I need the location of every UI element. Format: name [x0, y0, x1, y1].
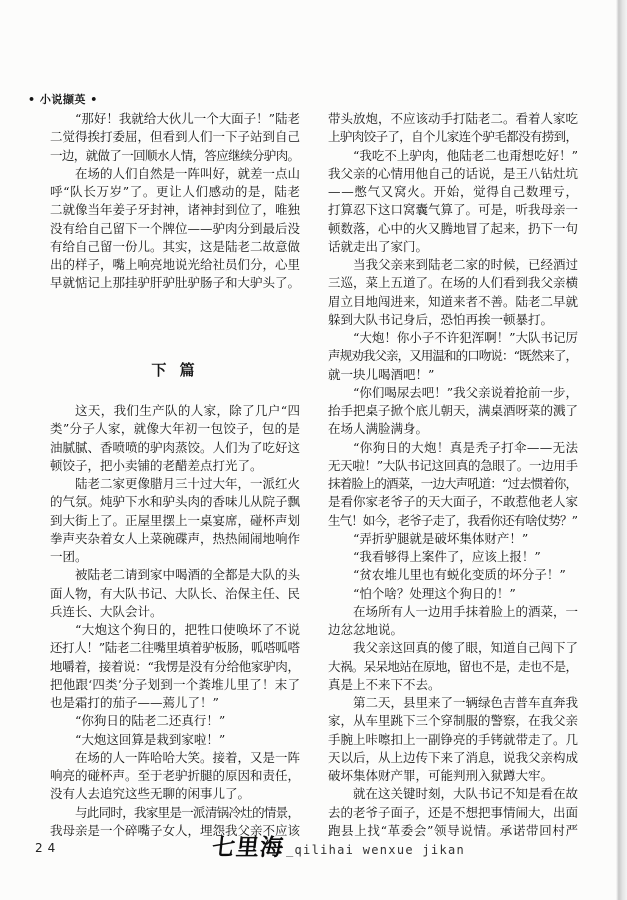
- text-line: “你们喝尿去吧！”我父亲说着抢前一步，: [353, 384, 578, 400]
- text-line: 天以后，从上边传下来了消息，说我父亲构成: [328, 749, 578, 765]
- paragraph: [328, 329, 578, 384]
- text-line: 没有人去追究这些无聊的闲事儿了。: [50, 786, 251, 802]
- text-line: 在场人满脸满身。: [328, 421, 429, 437]
- text-line: 也是霜打的茄子——蔫儿了！”: [50, 695, 219, 711]
- text-line: “那好！我就给大伙儿一个大面子！”陆老: [75, 111, 300, 126]
- text-line: 无天啦！”大队书记这回真的急眼了。一边用手: [328, 457, 578, 473]
- text-line: “我吃不上驴肉，他陆老二也甭想吃好！”: [353, 147, 578, 163]
- paragraph: [328, 384, 578, 439]
- text-line: 顿饺子，把小卖铺的老醋差点打光了。: [50, 457, 263, 473]
- text-line: 与此同时，我家里是一派清锅冷灶的情景，: [75, 804, 300, 820]
- text-line: 顿数落，心中的火又腾地冒了起来，扔下一句: [328, 220, 578, 236]
- text-line: 抬手把桌子掀个底儿朝天，满桌酒呀菜的溅了: [328, 403, 578, 418]
- text-line: 三巡，菜上五道了。在场的人们看到我父亲横: [328, 275, 578, 291]
- paragraph: [328, 603, 578, 640]
- text-line: 兵连长、大队会计。: [50, 603, 163, 619]
- paragraph: [328, 548, 578, 566]
- section-heading: 下 篇: [151, 360, 199, 379]
- text-line: “大炮！你小子不许犯浑啊！”大队书记厉: [353, 330, 578, 345]
- text-line: 没有给自己留下一个牌位——驴肉分到最后没: [50, 220, 300, 236]
- paragraph: [328, 785, 578, 840]
- text-line: 话就走出了家门。: [328, 238, 429, 254]
- text-line: 第二天，县里来了一辆绿色吉普车直奔我: [353, 695, 578, 710]
- text-line: 在场的人们自然是一阵叫好，就差一点山: [75, 165, 300, 181]
- text-line: “你狗日的大炮！真是秃子打伞——无法: [353, 439, 579, 455]
- paragraph: [50, 749, 300, 804]
- text-line: “贫农堆儿里也有蜕化变质的坏分子！”: [353, 567, 566, 583]
- journal-logo: 七里海: [210, 834, 286, 861]
- text-line: 把他跟‘四类’分子划到一个粪堆儿里了！末了: [50, 676, 301, 692]
- text-line: 被陆老二请到家中喝酒的全都是大队的头: [75, 567, 300, 583]
- paragraph: [50, 566, 300, 621]
- text-line: 我父亲的心情用他自己的话说，是王八钻灶坑: [328, 165, 578, 181]
- paragraph: [50, 110, 300, 165]
- text-line: 打算忍下这口窝囊气算了。可是，听我母亲一: [328, 202, 578, 218]
- text-line: 生气！如今，老爷子走了，我看你还有啥仗势？”: [328, 512, 578, 528]
- paragraph: [328, 439, 578, 530]
- paragraph: [328, 566, 578, 584]
- section-heading-block: [50, 293, 300, 403]
- right-text-column: [328, 110, 578, 840]
- paragraph: [328, 147, 578, 257]
- text-line: 陆老二家更像腊月三十过大年，一派红火: [75, 476, 300, 492]
- text-line: 响亮的碰杯声。至于老驴折腿的原因和责任，: [50, 768, 300, 784]
- text-line: 类”分子人家，就像大年初一包饺子，包的是: [50, 421, 301, 437]
- paragraph: [328, 694, 578, 785]
- journal-pinyin: _qilihai wenxue jikan: [286, 843, 466, 857]
- paragraph: [50, 621, 300, 712]
- text-line: 声规劝我父亲，又用温和的口吻说：“既然来了，: [328, 348, 578, 364]
- text-line: 还打人！”陆老二往嘴里填着驴板肠，呱嗒呱嗒: [50, 640, 300, 656]
- scan-edge-shadow: [616, 0, 627, 900]
- text-line: 跑县上找“革委会”领导说情。承诺带回村严: [328, 822, 579, 838]
- text-line: 早就惦记上那挂驴肝驴肚驴肠子和大驴头了。: [50, 275, 300, 291]
- text-line: 躲到大队书记身后，恐怕再挨一顿暴打。: [328, 311, 554, 327]
- text-line: “你狗日的陆老二还真行！”: [75, 713, 226, 729]
- paragraph: [50, 165, 300, 293]
- text-line: 边忿忿地说。: [328, 622, 404, 637]
- text-line: 油腻腻、香喷喷的驴肉蒸饺。人们为了吃好这: [50, 439, 300, 455]
- text-line: 抹着脸上的酒菜，一边大声吼道：“过去惯着你，: [328, 476, 578, 491]
- text-line: 大祸。呆呆地站在原地，留也不是，走也不是，: [328, 658, 578, 674]
- paragraph: [328, 585, 578, 603]
- paragraph: [50, 402, 300, 475]
- text-line: 一团。: [50, 549, 88, 565]
- text-line: 一边，就做了一回顺水人情，答应继续分驴肉。: [50, 147, 300, 163]
- text-line: 出的样子，嘴上响亮地说光给社员们分，心里: [50, 257, 300, 272]
- text-line: 就在这关键时刻，大队书记不知是看在故: [353, 786, 578, 802]
- paragraph: [50, 712, 300, 730]
- text-line: 我母亲是一个碎嘴子女人，埋怨我父亲不应该: [50, 822, 300, 838]
- text-line: 呼“队长万岁”了。更让人们感动的是，陆老: [50, 184, 301, 199]
- paragraph: [328, 110, 578, 147]
- text-line: 面人物，有大队书记、大队长、治保主任、民: [50, 585, 300, 601]
- text-line: 真是上不来下不去。: [328, 676, 441, 692]
- text-line: “大炮这回算是栽到家啦！”: [75, 731, 226, 747]
- text-line: ——憋气又窝火。开始，觉得自己数理亏，: [328, 184, 579, 199]
- text-line: 手腕上咔嚓扣上一副铮亮的手铐就带走了。几: [328, 731, 578, 747]
- text-line: 上驴肉饺子了，自个儿家连个驴毛都没有捞到，: [328, 129, 578, 145]
- paragraph: [328, 639, 578, 694]
- paragraph: [328, 530, 578, 548]
- left-text-column: [50, 110, 300, 840]
- text-line: 二觉得挨打委屈，但看到人们一下子站到自己: [50, 129, 300, 145]
- text-line: 在场的人一阵哈哈大笑。接着，又是一阵: [75, 749, 300, 765]
- text-line: “弄折驴腿就是破坏集体财产！”: [353, 530, 529, 546]
- right-column-text: [328, 110, 578, 840]
- text-line: 我父亲这回真的傻了眼，知道自己闯下了: [353, 640, 578, 656]
- text-line: 地嚼着，接着说：“我愣是没有分给他家驴肉，: [50, 658, 300, 674]
- page-number: 24: [35, 841, 61, 855]
- text-line: 破坏集体财产罪，可能判刑入狱蹲大牢。: [328, 768, 554, 783]
- text-line: 二就像当年姜子牙封神，诸神封到位了，唯独: [50, 202, 300, 218]
- text-line: “怕个啥？处理这个狗日的！”: [353, 585, 516, 601]
- text-line: 有给自己留一份儿。其实，这是陆老二故意做: [50, 238, 300, 254]
- paragraph: [50, 475, 300, 566]
- text-line: 眉立目地闯进来，知道来者不善。陆老二早就: [328, 293, 578, 309]
- text-line: 去的老爷子面子，还是不想把事情闹大，出面: [328, 804, 578, 820]
- text-line: “我看够得上案件了，应该上报！”: [353, 549, 541, 564]
- text-line: 这天，我们生产队的人家，除了几户“四: [75, 403, 301, 419]
- paragraph: [50, 731, 300, 749]
- left-column-top-text: [50, 110, 300, 293]
- text-line: “大炮这个狗日的，把牲口使唤坏了不说: [75, 622, 301, 638]
- text-line: 带头放炮，不应该动手打陆老二。看着人家吃: [328, 111, 578, 126]
- text-line: 的气氛。炖驴下水和驴头肉的香味儿从院子飘: [50, 494, 300, 510]
- left-column-bottom-text: [50, 402, 300, 840]
- text-line: 家，从车里跳下三个穿制服的警察，在我父亲: [328, 713, 578, 729]
- text-line: 到大街上了。正屋里摆上一桌宴席，碰杯声划: [50, 512, 300, 528]
- text-line: 在场所有人一边用手抹着脸上的酒菜，一: [353, 603, 578, 619]
- section-label: • 小说撷英 •: [28, 93, 98, 106]
- paragraph: [328, 256, 578, 329]
- text-line: 是看你家老爷子的天大面子，不敢惹他老人家: [328, 494, 578, 510]
- text-line: 当我父亲来到陆老二家的时候，已经酒过: [353, 257, 578, 272]
- text-line: 就一块儿喝酒吧！”: [328, 366, 435, 382]
- text-line: 拳声夹杂着女人上菜碗碟声，热热闹闹地响作: [50, 530, 300, 546]
